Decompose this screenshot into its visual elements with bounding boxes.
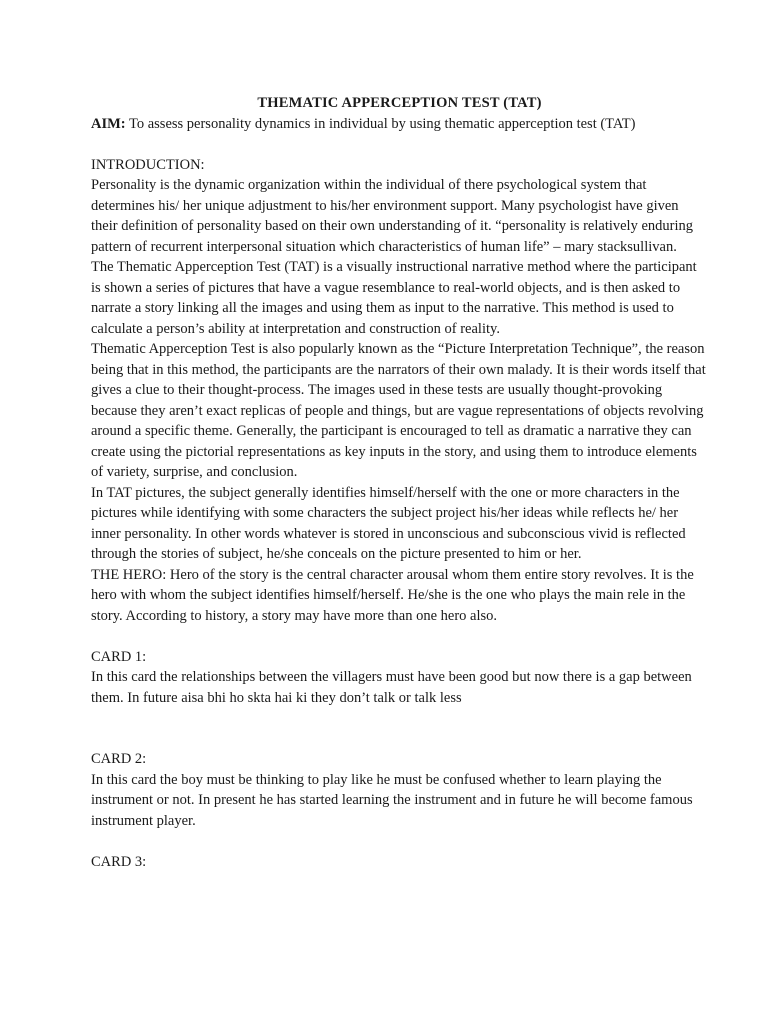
intro-paragraph-identification: In TAT pictures, the subject generally identifies himself/herself with the one or more characters in the pictures while identifying with some characters the subject project his/her ideas while reflects he/ her inner personality. In other words whatever is stored in unconscious and subconscious vivid is reflected through the stories of subject, he/she conceals on the picture presented to him or her. bbox=[91, 484, 686, 562]
intro-paragraph-hero: THE HERO: Hero of the story is the central character arousal whom them entire story revolves. It is the hero with whom the subject identifies himself/herself. He/she is the one who plays the main rele in the story. According to history, a story may have more than one hero also. bbox=[91, 566, 694, 624]
card-2-heading: CARD 2: bbox=[91, 751, 147, 767]
intro-paragraph-picture-technique: Thematic Apperception Test is also popularly known as the “Picture Interpretation Technique”, the reason being that in this method, the participants are the narrators of their own malady. It is their words itself that gives a clue to their thought-process. The images used in these tests are usually thought-provoking because they aren’t exact replicas of people and things, but are vague representations of objects revolving around a specific theme. Generally, the participant is encouraged to tell as dramatic a narrative they can create using the pictorial representations as key inputs in the story, and using them to introduce elements of variety, surprise, and conclusion. bbox=[91, 341, 706, 480]
document-title: THEMATIC APPERCEPTION TEST (TAT) bbox=[257, 95, 542, 111]
card-1-heading: CARD 1: bbox=[91, 648, 147, 665]
intro-paragraph-personality: Personality is the dynamic organization within the individual of there psychological system that determines his/ her unique adjustment to his/her environment support. Many psychologist have given their definition of personality based on their own understanding of it. “personality is relatively enduring pattern of recurrent interpersonal situation which characteristics of human life” – mary stacksullivan. bbox=[91, 177, 694, 255]
aim-text: To assess personality dynamics in individual by using thematic apperception test (TAT) bbox=[125, 115, 636, 132]
aim-label: AIM: bbox=[91, 115, 126, 132]
card-1-text: In this card the relationships between the villagers must have been good but now there is a gap between them. In future aisa bhi ho skta hai ki they don’t talk or talk less bbox=[91, 669, 692, 706]
introduction-heading: INTRODUCTION: bbox=[91, 156, 205, 173]
spacer bbox=[91, 626, 708, 647]
aim-line bbox=[91, 114, 708, 135]
intro-paragraph-tat-method: The Thematic Apperception Test (TAT) is a visually instructional narrative method where the participant is shown a series of pictures that have a vague resemblance to real-world objects, and is then asked to narrate a story linking all the images and using them as input to the narrative. This method is used to calculate a person’s ability at interpretation and construction of reality. bbox=[91, 259, 697, 337]
spacer bbox=[91, 134, 708, 155]
card-2-text: In this card the boy must be thinking to play like he must be confused whether to learn playing the instrument or not. In present he has started learning the instrument and in future he will become famous instrument player. bbox=[91, 771, 693, 829]
card-3-heading: CARD 3: bbox=[91, 853, 147, 870]
spacer bbox=[91, 831, 708, 852]
spacer bbox=[91, 708, 708, 749]
